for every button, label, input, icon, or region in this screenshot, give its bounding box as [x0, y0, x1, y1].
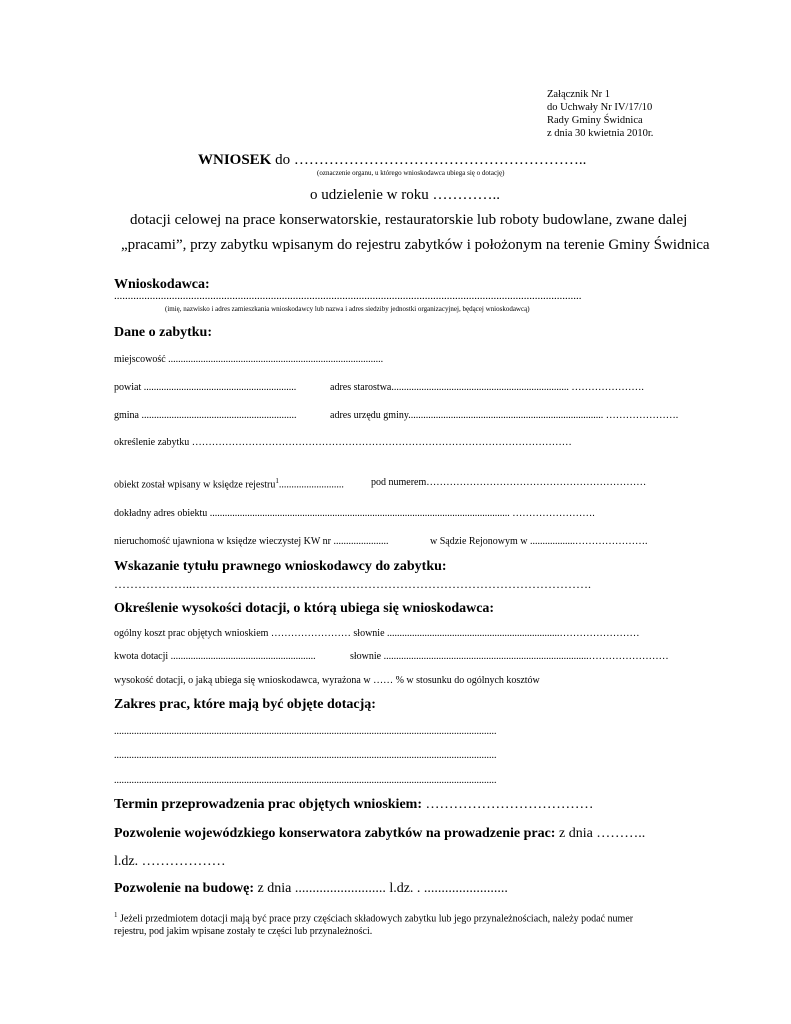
deadline-row [114, 797, 593, 813]
title-rest: do ………………………………………………….. [271, 152, 587, 168]
register-field [114, 477, 344, 490]
conservator-ldz: l.dz. ……………… [114, 854, 226, 869]
grant-words-field: słownie ..................................................................................…………………… [350, 651, 669, 662]
county-office-field: adres starostwa....................................................................... …………………. [330, 382, 644, 393]
footnote-ref: 1 [275, 477, 279, 485]
amount-heading: Określenie wysokości dotacji, o którą ubiega się wnioskodawca: [114, 601, 495, 616]
address-field: dokładny adres obiektu ........................................................................................................................ ……………………. [114, 508, 595, 519]
applicant-heading: Wnioskodawca: [114, 277, 210, 292]
deadline-value: ……………………………… [421, 797, 594, 812]
register-label: obiekt został wpisany w księdze rejestru [114, 479, 276, 491]
monument-heading: Dane o zabytku: [114, 325, 213, 340]
intro-line-1: dotacji celowej na prace konserwatorskie, restauratorskie lub roboty budowlane, zwane dalej [130, 212, 688, 228]
footnote [114, 909, 633, 938]
conservator-row [114, 826, 645, 842]
attachment-line: z dnia 30 kwietnia 2010r. [547, 128, 654, 139]
applicant-field: .......................................................................................................................................................................... [114, 290, 582, 302]
legal-field: ………………..………………………………………………………………………………………. [114, 577, 591, 591]
title-note: (oznaczenie organu, u którego wnioskodawca ubiega się o dotację) [317, 169, 505, 177]
register-dots: .......................... [278, 479, 344, 491]
county-field: powiat ............................................................. [114, 382, 297, 393]
grant-field: kwota dotacji .......................................................... [114, 651, 316, 662]
footnote-number: 1 [114, 911, 118, 919]
intro-line-2: „pracami”, przy zabytku wpisanym do rejestru zabytków i położonym na terenie Gminy Świdnica [121, 237, 710, 253]
title-bold: WNIOSEK [198, 152, 272, 168]
total-cost-field: ogólny koszt prac objętych wnioskiem …………………… słownie .....................................................................…………………… [114, 628, 640, 639]
commune-office-field: adres urzędu gminy.............................................................................. …………………. [330, 410, 679, 421]
subtitle: o udzielenie w roku ………….. [310, 187, 500, 203]
commune-field: gmina .............................................................. [114, 410, 297, 421]
building-row [114, 881, 508, 897]
scope-line: ......................................................................................................................................................... [114, 750, 497, 761]
scope-heading: Zakres prac, które mają być objęte dotacją: [114, 697, 376, 712]
document-title [198, 152, 586, 169]
attachment-block [547, 88, 653, 140]
footnote-line: Jeżeli przedmiotem dotacji mają być prace przy częściach składowych zabytku lub jego przynależnościach, należy podać numer [117, 913, 634, 925]
description-field: określenie zabytku …………………………………………………………………………………………………… [114, 437, 572, 448]
percent-field: wysokość dotacji, o jaką ubiega się wnioskodawca, wyrażona w …… % w stosunku do ogólnych kosztów [114, 675, 540, 686]
footnote-line: rejestru, pod jakim wpisane zostały te części lub przynależności. [114, 926, 373, 938]
scope-line: ......................................................................................................................................................... [114, 775, 497, 786]
locality-field: miejscowość ...................................................................................... [114, 354, 384, 365]
building-label: Pozwolenie na budowę: [114, 881, 254, 896]
applicant-note: (imię, nazwisko i adres zamieszkania wnioskodawcy lub nazwa i adres siedziby jednostki organizacyjnej, będącej wnioskodawcą) [165, 305, 530, 313]
attachment-line: Załącznik Nr 1 [547, 89, 610, 100]
building-value: z dnia .......................... l.dz. . ........................ [254, 881, 508, 896]
court-field: w Sądzie Rejonowym w ..................…………………. [430, 536, 648, 547]
scope-line: ......................................................................................................................................................... [114, 726, 497, 737]
deadline-label: Termin przeprowadzenia prac objętych wnioskiem: [114, 797, 422, 812]
attachment-line: do Uchwały Nr IV/17/10 [547, 102, 653, 113]
attachment-line: Rady Gminy Świdnica [547, 115, 643, 126]
legal-heading: Wskazanie tytułu prawnego wnioskodawcy do zabytku: [114, 559, 447, 574]
conservator-label: Pozwolenie wojewódzkiego konserwatora zabytków na prowadzenie prac: [114, 826, 556, 841]
register-number-field: pod numerem………………………………………………………… [371, 477, 647, 488]
conservator-value: z dnia ……….. [555, 826, 646, 841]
land-register-field: nieruchomość ujawniona w księdze wieczystej KW nr ...................... [114, 536, 389, 547]
